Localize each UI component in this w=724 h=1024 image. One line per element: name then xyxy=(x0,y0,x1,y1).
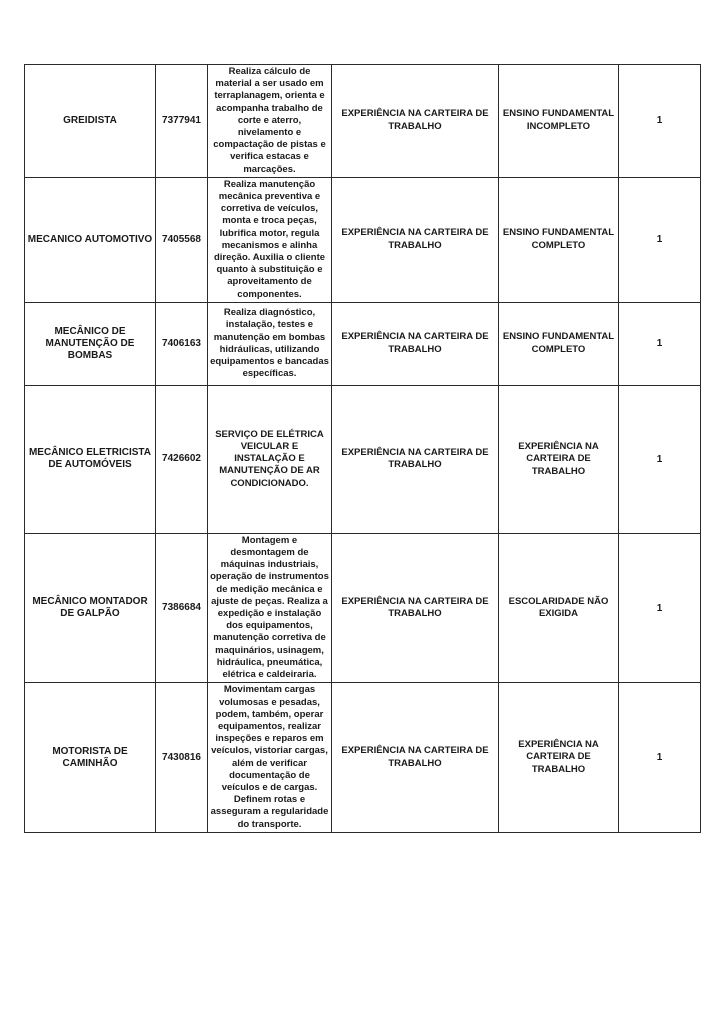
job-code: 7377941 xyxy=(156,65,208,178)
job-code: 7426602 xyxy=(156,385,208,533)
job-experience-requirement: EXPERIÊNCIA NA CARTEIRA DE TRABALHO xyxy=(332,177,499,302)
job-education-requirement: ENSINO FUNDAMENTAL COMPLETO xyxy=(499,177,619,302)
job-experience-requirement: EXPERIÊNCIA NA CARTEIRA DE TRABALHO xyxy=(332,385,499,533)
job-education-requirement: ESCOLARIDADE NÃO EXIGIDA xyxy=(499,533,619,682)
job-education-requirement: EXPERIÊNCIA NA CARTEIRA DE TRABALHO xyxy=(499,683,619,832)
job-description: Movimentam cargas volumosas e pesadas, podem, também, operar equipamentos, realizar inspeções e reparos em veículos, vistoriar cargas, além de verificar documentação de veículos e de cargas. Definem rotas e asseguram a regularidade do transporte. xyxy=(208,683,332,832)
job-title: MECÂNICO ELETRICISTA DE AUTOMÓVEIS xyxy=(25,385,156,533)
job-vacancies-table xyxy=(24,64,701,833)
job-title: MECÂNICO MONTADOR DE GALPÃO xyxy=(25,533,156,682)
job-description: SERVIÇO DE ELÉTRICA VEICULAR E INSTALAÇÃO E MANUTENÇÃO DE AR CONDICIONADO. xyxy=(208,385,332,533)
job-code: 7430816 xyxy=(156,683,208,832)
job-experience-requirement: EXPERIÊNCIA NA CARTEIRA DE TRABALHO xyxy=(332,65,499,178)
job-vacancy-count: 1 xyxy=(619,533,701,682)
job-vacancy-count: 1 xyxy=(619,302,701,385)
job-title: MOTORISTA DE CAMINHÃO xyxy=(25,683,156,832)
table-row xyxy=(25,302,701,385)
job-education-requirement: ENSINO FUNDAMENTAL COMPLETO xyxy=(499,302,619,385)
job-vacancy-count: 1 xyxy=(619,65,701,178)
table-row xyxy=(25,65,701,178)
table-row xyxy=(25,533,701,682)
table-row xyxy=(25,177,701,302)
job-description: Realiza manutenção mecânica preventiva e corretiva de veículos, monta e troca peças, lubrifica motor, regula mecanismos e alinha direção. Auxilia o cliente quanto à substituição e aproveitamento de componentes. xyxy=(208,177,332,302)
job-description: Realiza cálculo de material a ser usado em terraplanagem, orienta e acompanha trabalho de corte e aterro, nivelamento e compactação de pistas e verifica estacas e marcações. xyxy=(208,65,332,178)
table-row xyxy=(25,683,701,832)
job-code: 7405568 xyxy=(156,177,208,302)
job-experience-requirement: EXPERIÊNCIA NA CARTEIRA DE TRABALHO xyxy=(332,533,499,682)
job-description: Montagem e desmontagem de máquinas industriais, operação de instrumentos de medição mecânica e ajuste de peças. Realiza a expedição e instalação dos equipamentos, manutenção corretiva de maquinários, usinagem, hidráulica, pneumática, elétrica e caldeiraria. xyxy=(208,533,332,682)
job-vacancy-count: 1 xyxy=(619,177,701,302)
job-education-requirement: ENSINO FUNDAMENTAL INCOMPLETO xyxy=(499,65,619,178)
job-code: 7386684 xyxy=(156,533,208,682)
job-title: GREIDISTA xyxy=(25,65,156,178)
job-code: 7406163 xyxy=(156,302,208,385)
job-experience-requirement: EXPERIÊNCIA NA CARTEIRA DE TRABALHO xyxy=(332,302,499,385)
job-title: MECANICO AUTOMOTIVO xyxy=(25,177,156,302)
job-experience-requirement: EXPERIÊNCIA NA CARTEIRA DE TRABALHO xyxy=(332,683,499,832)
job-education-requirement: EXPERIÊNCIA NA CARTEIRA DE TRABALHO xyxy=(499,385,619,533)
job-vacancy-count: 1 xyxy=(619,385,701,533)
job-description: Realiza diagnóstico, instalação, testes e manutenção em bombas hidráulicas, utilizando equipamentos e bancadas específicas. xyxy=(208,302,332,385)
table-row xyxy=(25,385,701,533)
job-title: MECÂNICO DE MANUTENÇÃO DE BOMBAS xyxy=(25,302,156,385)
job-vacancy-count: 1 xyxy=(619,683,701,832)
